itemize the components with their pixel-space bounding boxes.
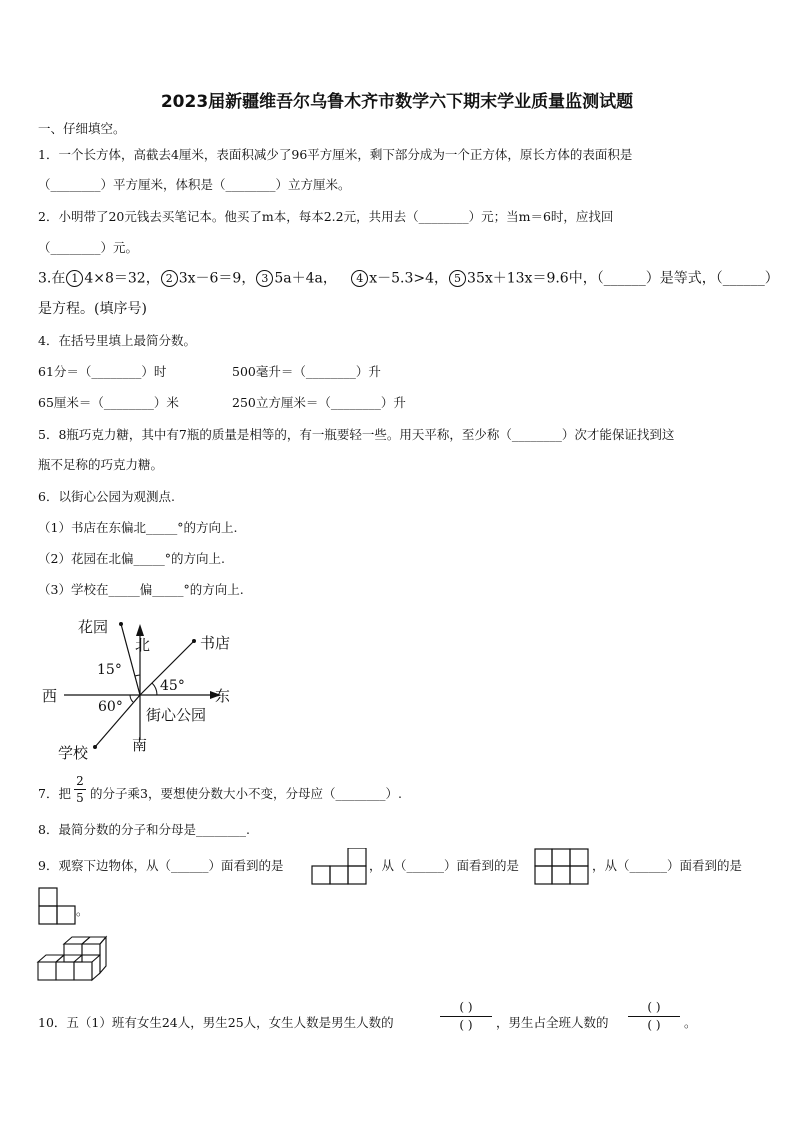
label-angle-15: 15° bbox=[97, 662, 122, 678]
question-2-line-2: （________）元。 bbox=[38, 240, 139, 255]
question-1-line-1: 1．一个长方体，高截去4厘米，表面积减少了96平方厘米，剩下部分成为一个正方体，原长方体的表面积是 bbox=[38, 147, 633, 162]
bookstore-dot bbox=[192, 639, 196, 643]
question-4-line-1: 4．在括号里填上最简分数。 bbox=[38, 333, 196, 348]
question-10-part-3: 。 bbox=[684, 1015, 697, 1030]
fraction-2-numerator: ( ) bbox=[647, 1000, 661, 1014]
fraction-denominator: 5 bbox=[76, 791, 84, 805]
circled-number-1: 1 bbox=[66, 270, 83, 287]
answer-fraction-2 bbox=[628, 1000, 680, 1033]
view-shape-2 bbox=[534, 848, 589, 885]
school-dot bbox=[93, 745, 97, 749]
fraction-2-bar bbox=[628, 1016, 680, 1017]
compass-diagram bbox=[38, 610, 258, 770]
question-6-line-1: 6．以街心公园为观测点. bbox=[38, 489, 175, 504]
fraction-1-denominator: ( ) bbox=[459, 1018, 473, 1032]
section-heading: 一、仔细填空。 bbox=[38, 121, 126, 136]
q3-item-4: x－5.3>4， bbox=[369, 270, 449, 287]
q3-prefix: 3.在 bbox=[38, 270, 66, 287]
circled-number-4: 4 bbox=[351, 270, 368, 287]
question-4-item-d: 250立方厘米＝（________）升 bbox=[232, 395, 406, 410]
north-arrowhead bbox=[136, 624, 144, 636]
circled-number-2: 2 bbox=[161, 270, 178, 287]
question-6-sub-3: （3）学校在_____偏_____°的方向上. bbox=[38, 582, 244, 597]
label-bookstore: 书店 bbox=[200, 634, 231, 652]
question-3-line-2: 是方程。(填序号) bbox=[38, 301, 147, 317]
question-7-post: 的分子乘3，要想使分数大小不变，分母应（________）. bbox=[90, 786, 402, 801]
q3-item-2: 3x－6＝9， bbox=[178, 270, 256, 287]
q3-item-1: 4×8＝32， bbox=[84, 270, 160, 287]
q3-item-5: 35x＋13x＝9.6中，（______）是等式，（______） bbox=[467, 270, 779, 287]
question-10-part-1: 10．五（1）班有女生24人，男生25人，女生人数是男生人数的 bbox=[38, 1015, 394, 1030]
angle-arc-15 bbox=[135, 675, 140, 676]
angle-arc-45 bbox=[152, 683, 157, 695]
label-west: 西 bbox=[42, 687, 58, 705]
question-1-line-2: （________）平方厘米，体积是（________）立方厘米。 bbox=[38, 177, 351, 192]
label-north: 北 bbox=[135, 636, 151, 654]
question-6-sub-1: （1）书店在东偏北_____°的方向上. bbox=[38, 520, 238, 535]
view-shape-3 bbox=[38, 887, 76, 925]
fraction-1-numerator: ( ) bbox=[459, 1000, 473, 1014]
label-park: 街心公园 bbox=[146, 706, 207, 724]
label-school: 学校 bbox=[58, 744, 89, 762]
fraction-numerator: 2 bbox=[76, 774, 84, 788]
label-angle-60: 60° bbox=[98, 699, 123, 715]
fraction-two-fifths bbox=[74, 774, 86, 805]
question-3-line-1 bbox=[38, 270, 779, 287]
angle-arc-60 bbox=[130, 695, 133, 702]
cube-stack-drawing bbox=[36, 934, 108, 982]
question-5-line-2: 瓶不足称的巧克力糖。 bbox=[38, 457, 164, 472]
answer-fraction-1 bbox=[440, 1000, 492, 1033]
circled-number-3: 3 bbox=[256, 270, 273, 287]
label-south: 南 bbox=[132, 736, 148, 754]
question-10-part-2: ，男生占全班人数的 bbox=[496, 1015, 609, 1030]
question-9-part-2: ，从（______）面看到的是 bbox=[369, 858, 520, 873]
question-4-item-c: 65厘米＝（________）米 bbox=[38, 395, 179, 410]
fraction-2-denominator: ( ) bbox=[647, 1018, 661, 1032]
question-9-part-3: ，从（______）面看到的是 bbox=[592, 858, 743, 873]
question-2-line-1: 2．小明带了20元钱去买笔记本。他买了m本，每本2.2元，共用去（________）元；当m＝6时，应找回 bbox=[38, 209, 614, 224]
question-6-sub-2: （2）花园在北偏_____°的方向上. bbox=[38, 551, 225, 566]
question-8: 8．最简分数的分子和分母是________. bbox=[38, 822, 250, 837]
question-4-item-b: 500毫升＝（________）升 bbox=[232, 364, 381, 379]
question-5-line-1: 5．8瓶巧克力糖，其中有7瓶的质量是相等的，有一瓶要轻一些。用天平称，至少称（________）次才能保证找到这 bbox=[38, 427, 675, 442]
label-angle-45: 45° bbox=[160, 678, 185, 694]
circled-number-5: 5 bbox=[449, 270, 466, 287]
question-9-part-4: 。 bbox=[76, 903, 89, 918]
fraction-1-bar bbox=[440, 1016, 492, 1017]
label-garden: 花园 bbox=[78, 618, 109, 636]
label-east: 东 bbox=[215, 687, 231, 705]
question-4-item-a: 61分＝（________）时 bbox=[38, 364, 167, 379]
fraction-bar bbox=[74, 789, 86, 790]
view-shape-1 bbox=[311, 848, 367, 885]
page-title: 2023届新疆维吾尔乌鲁木齐市数学六下期末学业质量监测试题 bbox=[160, 92, 634, 112]
q3-item-3: 5a＋4a， bbox=[274, 270, 337, 287]
question-9-part-1: 9．观察下边物体，从（______）面看到的是 bbox=[38, 858, 284, 873]
garden-dot bbox=[119, 622, 123, 626]
question-7-pre: 7．把 bbox=[38, 786, 71, 801]
